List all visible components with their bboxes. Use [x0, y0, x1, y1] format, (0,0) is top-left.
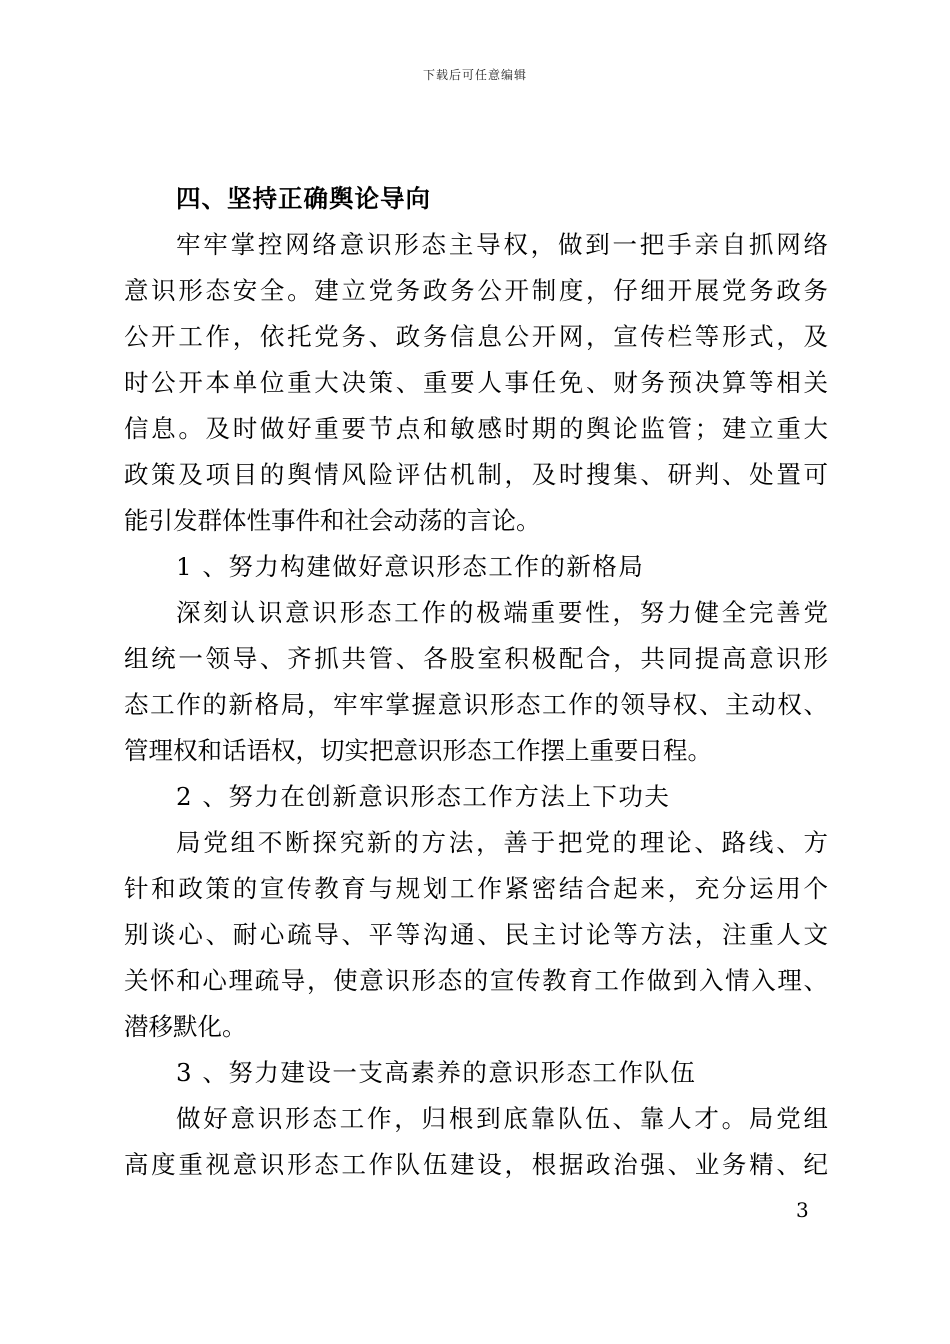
- subsection-heading: 2 、努力在创新意识形态工作方法上下功夫: [176, 782, 671, 811]
- paragraph-line: 高度重视意识形态工作队伍建设，根据政治强、业务精、纪: [124, 1150, 828, 1179]
- paragraph-line: 局党组不断探究新的方法，善于把党的理论、路线、方: [176, 828, 828, 857]
- paragraph-line: 公开工作，依托党务、政务信息公开网，宣传栏等形式，及: [124, 322, 828, 351]
- paragraph-line: 牢牢掌控网络意识形态主导权，做到一把手亲自抓网络: [176, 230, 828, 259]
- subsection-heading: 1 、努力构建做好意识形态工作的新格局: [176, 552, 645, 581]
- paragraph-line: 组统一领导、齐抓共管、各股室积极配合，共同提高意识形: [124, 644, 828, 673]
- section-heading: 四、坚持正确舆论导向: [176, 184, 431, 213]
- page-header-note: 下载后可任意编辑: [422, 68, 527, 82]
- paragraph-line: 能引发群体性事件和社会动荡的言论。: [124, 506, 541, 535]
- paragraph-line: 态工作的新格局，牢牢掌握意识形态工作的领导权、主动权、: [124, 690, 828, 719]
- paragraph-line: 做好意识形态工作，归根到底靠队伍、靠人才。局党组: [176, 1104, 828, 1133]
- paragraph-line: 别谈心、耐心疏导、平等沟通、民主讨论等方法，注重人文: [124, 920, 828, 949]
- page-number: 3: [796, 1198, 809, 1222]
- paragraph-line: 时公开本单位重大决策、重要人事任免、财务预决算等相关: [124, 368, 828, 397]
- paragraph-line: 管理权和话语权，切实把意识形态工作摆上重要日程。: [124, 736, 712, 765]
- paragraph-line: 针和政策的宣传教育与规划工作紧密结合起来，充分运用个: [124, 874, 828, 903]
- document-body: [124, 176, 828, 1188]
- paragraph-line: 信息。及时做好重要节点和敏感时期的舆论监管；建立重大: [124, 414, 828, 443]
- paragraph-line: 潜移默化。: [124, 1012, 247, 1041]
- paragraph-line: 意识形态安全。建立党务政务公开制度，仔细开展党务政务: [124, 276, 828, 305]
- paragraph-line: 关怀和心理疏导，使意识形态的宣传教育工作做到入情入理、: [124, 966, 828, 995]
- paragraph-line: 政策及项目的舆情风险评估机制，及时搜集、研判、处置可: [124, 460, 828, 489]
- paragraph-line: 深刻认识意识形态工作的极端重要性，努力健全完善党: [176, 598, 828, 627]
- subsection-heading: 3 、努力建设一支高素养的意识形态工作队伍: [176, 1058, 697, 1087]
